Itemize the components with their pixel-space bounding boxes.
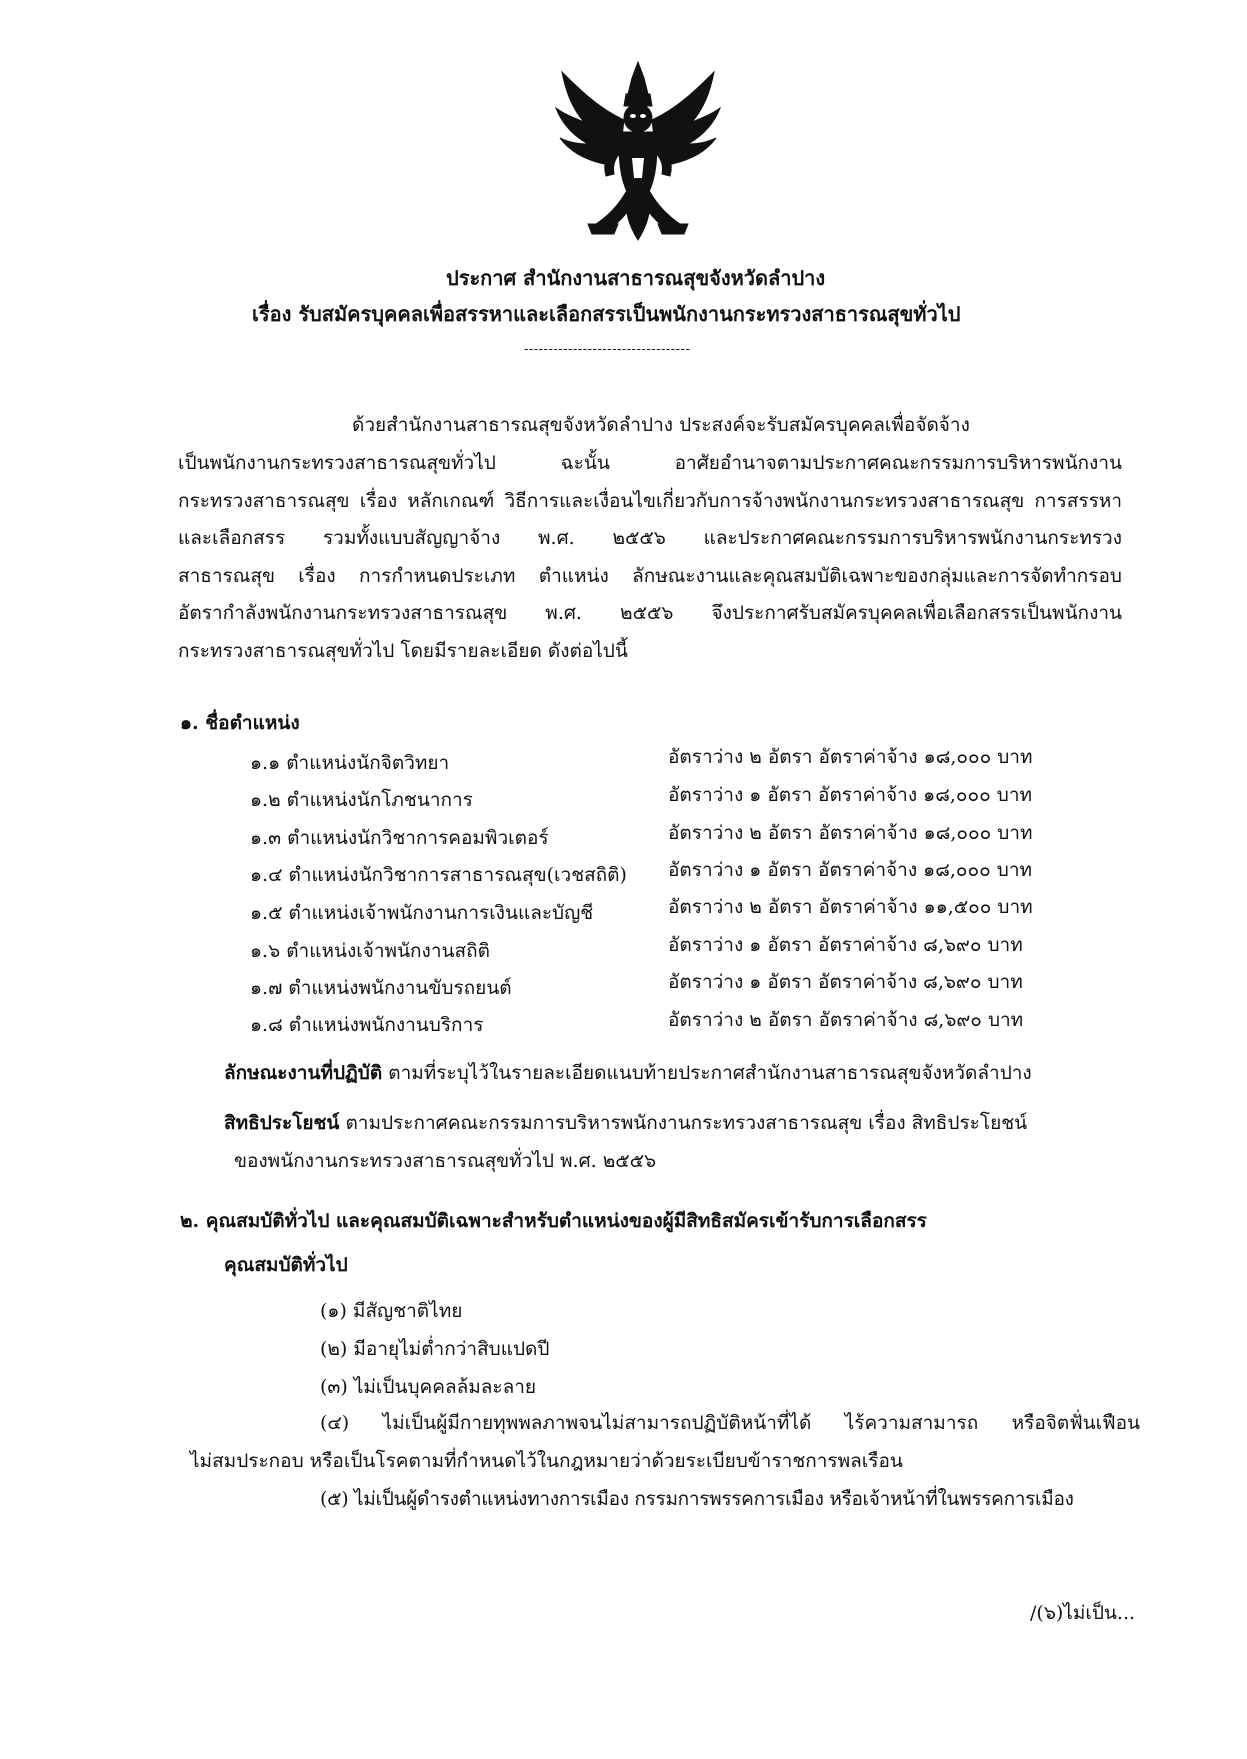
section2-subheading: คุณสมบัติทั่วไป bbox=[224, 1254, 348, 1276]
position-rate: อัตราว่าง ๑ อัตรา อัตราค่าจ้าง ๘,๖๙๐ บาท bbox=[668, 971, 1023, 993]
duty-text: ตามที่ระบุไว้ในรายละเอียดแนบท้ายประกาศสำนักงานสาธารณสุขจังหวัดลำปาง bbox=[382, 1062, 1032, 1084]
intro-line: กระทรวงสาธารณสุข เรื่อง หลักเกณฑ์ วิธีการและเงื่อนไขเกี่ยวกับการจ้างพนักงานกระทรวงสาธารณสุข การสรรหา bbox=[178, 490, 1122, 512]
benefit-paragraph bbox=[224, 1112, 1027, 1136]
benefit-text-continued: ของพนักงานกระทรวงสาธารณสุขทั่วไป พ.ศ. ๒๕๕๖ bbox=[234, 1150, 657, 1172]
position-rate: อัตราว่าง ๑ อัตรา อัตราค่าจ้าง ๘,๖๙๐ บาท bbox=[668, 934, 1023, 956]
intro-line: เป็นพนักงานกระทรวงสาธารณสุขทั่วไป ฉะนั้น อาศัยอำนาจตามประกาศคณะกรรมการบริหารพนักงาน bbox=[178, 452, 1122, 474]
position-name: ๑.๘ ตำแหน่งพนักงานบริการ bbox=[250, 1014, 484, 1036]
qualification-item: (๓) ไม่เป็นบุคคลล้มละลาย bbox=[320, 1376, 537, 1398]
position-name: ๑.๖ ตำแหน่งเจ้าพนักงานสถิติ bbox=[250, 940, 490, 962]
position-rate: อัตราว่าง ๒ อัตรา อัตราค่าจ้าง ๑๑,๕๐๐ บาท bbox=[668, 896, 1033, 918]
page-continuation: /(๖)ไม่เป็น... bbox=[1030, 1602, 1136, 1624]
qualification-item: (๒) มีอายุไม่ต่ำกว่าสิบแปดปี bbox=[320, 1338, 550, 1360]
position-name: ๑.๑ ตำแหน่งนักจิตวิทยา bbox=[250, 752, 450, 774]
position-rate: อัตราว่าง ๒ อัตรา อัตราค่าจ้าง ๘,๖๙๐ บาท bbox=[668, 1009, 1024, 1031]
announcement-title: ประกาศ สำนักงานสาธารณสุขจังหวัดลำปาง bbox=[446, 266, 826, 290]
position-rate: อัตราว่าง ๑ อัตรา อัตราค่าจ้าง ๑๘,๐๐๐ บาท bbox=[668, 784, 1033, 806]
section2-heading: ๒. คุณสมบัติทั่วไป และคุณสมบัติเฉพาะสำหรับตำแหน่งของผู้มีสิทธิสมัครเข้ารับการเลือกสรร bbox=[180, 1210, 927, 1232]
qualification-item: (๔) ไม่เป็นผู้มีกายทุพพลภาพจนไม่สามารถปฏิบัติหน้าที่ได้ ไร้ความสามารถ หรือจิตฟั่นเฟือน bbox=[320, 1412, 1140, 1434]
intro-line: และเลือกสรร รวมทั้งแบบสัญญาจ้าง พ.ศ. ๒๕๕๖ และประกาศคณะกรรมการบริหารพนักงานกระทรวง bbox=[178, 527, 1122, 549]
announcement-subject: เรื่อง รับสมัครบุคคลเพื่อสรรหาและเลือกสรรเป็นพนักงานกระทรวงสาธารณสุขทั่วไป bbox=[252, 302, 961, 326]
position-name: ๑.๗ ตำแหน่งพนักงานขับรถยนต์ bbox=[250, 977, 512, 999]
position-name: ๑.๒ ตำแหน่งนักโภชนาการ bbox=[250, 789, 473, 811]
position-name: ๑.๓ ตำแหน่งนักวิชาการคอมพิวเตอร์ bbox=[250, 827, 549, 849]
position-name: ๑.๔ ตำแหน่งนักวิชาการสาธารณสุข(เวชสถิติ) bbox=[250, 864, 627, 886]
intro-line: กระทรวงสาธารณสุขทั่วไป โดยมีรายละเอียด ดังต่อไปนี้ bbox=[178, 640, 628, 662]
qualification-item: (๑) มีสัญชาติไทย bbox=[320, 1300, 463, 1322]
position-rate: อัตราว่าง ๒ อัตรา อัตราค่าจ้าง ๑๘,๐๐๐ บาท bbox=[668, 746, 1033, 768]
position-name: ๑.๕ ตำแหน่งเจ้าพนักงานการเงินและบัญชี bbox=[250, 902, 594, 924]
qualification-item: (๕) ไม่เป็นผู้ดำรงตำแหน่งทางการเมือง กรรมการพรรคการเมือง หรือเจ้าหน้าที่ในพรรคการเมือง bbox=[320, 1488, 1074, 1510]
benefit-text: ตามประกาศคณะกรรมการบริหารพนักงานกระทรวงสาธารณสุข เรื่อง สิทธิประโยชน์ bbox=[339, 1112, 1028, 1134]
header-rule: ---------------------------------- bbox=[524, 342, 691, 357]
garuda-emblem-icon bbox=[548, 58, 728, 244]
qualification-item-continued: ไม่สมประกอบ หรือเป็นโรคตามที่กำหนดไว้ในกฎหมายว่าด้วยระเบียบข้าราชการพลเรือน bbox=[190, 1450, 903, 1472]
intro-line: สาธารณสุข เรื่อง การกำหนดประเภท ตำแหน่ง ลักษณะงานและคุณสมบัติเฉพาะของกลุ่มและการจัดทำกรอบ bbox=[178, 565, 1122, 587]
benefit-label: สิทธิประโยชน์ bbox=[224, 1112, 340, 1134]
position-rate: อัตราว่าง ๑ อัตรา อัตราค่าจ้าง ๑๘,๐๐๐ บาท bbox=[668, 859, 1033, 881]
position-rate: อัตราว่าง ๒ อัตรา อัตราค่าจ้าง ๑๘,๐๐๐ บาท bbox=[668, 822, 1033, 844]
intro-line: อัตรากำลังพนักงานกระทรวงสาธารณสุข พ.ศ. ๒๕๕๖ จึงประกาศรับสมัครบุคคลเพื่อเลือกสรรเป็นพนักงาน bbox=[178, 602, 1122, 624]
duty-label: ลักษณะงานที่ปฏิบัติ bbox=[224, 1062, 383, 1084]
duty-paragraph bbox=[224, 1062, 1032, 1086]
intro-line: ด้วยสำนักงานสาธารณสุขจังหวัดลำปาง ประสงค์จะรับสมัครบุคคลเพื่อจัดจ้าง bbox=[352, 414, 970, 436]
section1-heading: ๑. ชื่อตำแหน่ง bbox=[180, 712, 300, 734]
